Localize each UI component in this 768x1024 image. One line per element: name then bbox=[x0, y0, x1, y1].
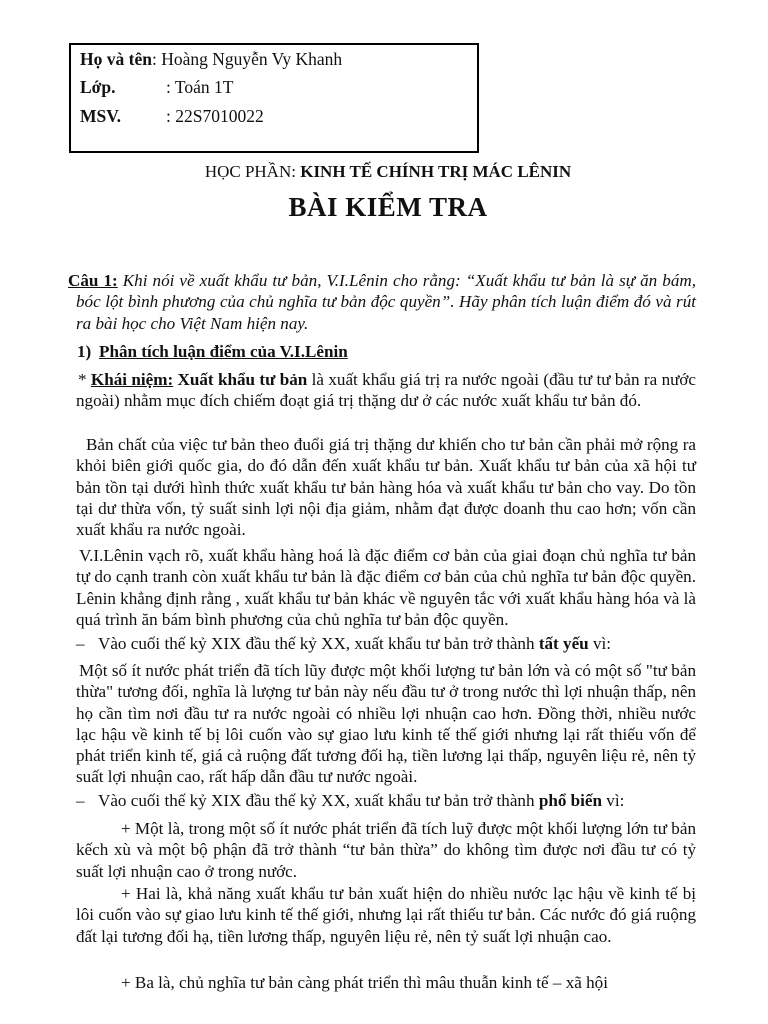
course-name: KINH TẾ CHÍNH TRỊ MÁC LÊNIN bbox=[300, 162, 572, 181]
dash-2-text: Vào cuối thế kỷ XIX đầu thế kỷ XX, xuất khẩu tư bản trở thành bbox=[98, 791, 539, 810]
class-value: : Toán 1T bbox=[166, 77, 234, 97]
concept-text: là xuất khẩu giá trị ra nước ngoài (đầu tư tư bản ra nước ngoài) nhằm mục đích chiếm đoạt giá trị thặng dư ở các nước xuất khẩu tư bản đó. bbox=[76, 370, 697, 411]
class-label: Lớp. bbox=[80, 77, 116, 97]
name-value: : Hoàng Nguyễn Vy Khanh bbox=[151, 49, 343, 69]
name-label: Họ và tên bbox=[80, 49, 152, 69]
section-heading bbox=[77, 342, 348, 362]
paragraph-1: Bản chất của việc tư bản theo đuổi giá trị thặng dư khiến cho tư bản cần phải mở rộng ra khỏi biên giới quốc gia, do đó dẫn đến xuất khẩu tư bản. Xuất khẩu tư bản của xã hội tư bản tồn tại dưới hình thức xuất khẩu tư bản hàng hóa và xuất khẩu tư bản cho vay. Do tồn tại dư thừa vốn, tỷ suất sinh lợi nội địa giảm, nhằm đạt được doanh thu cao hơn; vốn cần xuất khẩu ra nước ngoài. bbox=[76, 435, 696, 540]
paragraph-2: V.I.Lênin vạch rõ, xuất khẩu hàng hoá là đặc điểm cơ bản của giai đoạn chủ nghĩa tư bản tự do cạnh tranh còn xuất khẩu tư bản là đặc điểm cơ bản của chủ nghĩa tư bản độc quyền. Lênin khẳng định rằng , xuất khẩu tư bản khác về nguyên tắc với xuất khẩu hàng hóa và là quá trình ăn bám bình phương của chủ nghĩa tư bản độc quyền. bbox=[76, 546, 696, 629]
question-label: Câu 1: bbox=[68, 271, 118, 290]
dash-line-1 bbox=[76, 633, 696, 654]
dash-2-marker: – bbox=[76, 791, 85, 810]
dash-2-tail: vì: bbox=[602, 791, 625, 810]
concept-label: Khái niệm: bbox=[90, 370, 174, 389]
student-name-row bbox=[80, 49, 342, 70]
paragraph-3: Một số ít nước phát triển đã tích lũy được một khối lượng tư bản lớn và có một số "tư bản thừa" tương đối, nghĩa là lượng tư bản này nếu đầu tư ở trong nước thì lợi nhuận thấp, nên họ cần tìm nơi đầu tư ra nước ngoài có nhiều lợi nhuận cao hơn. Đồng thời, nhiều nước lạc hậu về kinh tế bị lôi cuốn vào sự giao lưu kinh tế thế giới nhưng lại rất thiếu vốn để phát triển kinh tế, giá cả ruộng đất tương đối hạ, tiền lương lại thấp, nguyên liệu rẻ, nên tỷ suất lợi nhuận cao, rất hấp dẫn đầu tư nước ngoài. bbox=[76, 661, 696, 787]
dash-1-text: Vào cuối thế kỷ XIX đầu thế kỷ XX, xuất khẩu tư bản trở thành bbox=[98, 634, 539, 653]
section-number: 1) bbox=[77, 342, 92, 361]
course-line bbox=[0, 162, 768, 182]
dash-1-bold: tất yếu bbox=[538, 634, 589, 653]
concept-term: Xuất khẩu tư bản bbox=[173, 370, 308, 389]
concept-star: * bbox=[78, 370, 91, 389]
student-id-value: : 22S7010022 bbox=[166, 106, 264, 126]
reason-three: + Ba là, chủ nghĩa tư bản càng phát triển thì mâu thuẫn kinh tế – xã hội bbox=[121, 973, 608, 992]
section-heading-text: Phân tích luận điểm của V.I.Lênin bbox=[99, 342, 348, 361]
student-id-label: MSV. bbox=[80, 106, 122, 126]
question-paragraph bbox=[68, 270, 696, 334]
dash-1-marker: – bbox=[76, 634, 85, 653]
dash-2-bold: phổ biến bbox=[538, 791, 602, 810]
student-id-row bbox=[80, 106, 264, 127]
reason-one: + Một là, trong một số ít nước phát triển đã tích luỹ được một khối lượng lớn tư bản kếch xù và một bộ phận đã trở thành “tư bản thừa” do không tìm được nơi đầu tư có tỷ suất lợi nhuận cao ở trong nước. bbox=[76, 819, 696, 881]
course-prefix: HỌC PHẦN: bbox=[204, 162, 301, 181]
dash-line-2 bbox=[76, 790, 696, 811]
student-info-box bbox=[69, 43, 479, 153]
reason-two: + Hai là, khả năng xuất khẩu tư bản xuất hiện do nhiều nước lạc hậu về kinh tế bị lôi cuốn vào sự giao lưu kinh tế thế giới, nhưng lại rất thiếu tư bản. Các nước đó giá ruộng đất lại tương đối hạ, tiền lương thấp, nguyên liệu rẻ, nên tỷ suất lợi nhuận cao. bbox=[76, 884, 696, 946]
question-text: Khi nói về xuất khẩu tư bản, V.I.Lênin cho rằng: “Xuất khẩu tư bản là sự ăn bám, bóc lột bình phương của chủ nghĩa tư bản độc quyền”. Hãy phân tích luận điểm đó và rút ra bài học cho Việt Nam hiện nay. bbox=[76, 271, 696, 333]
student-class-row bbox=[80, 77, 233, 98]
page-title: BÀI KIỂM TRA bbox=[288, 192, 488, 222]
dash-1-tail: vì: bbox=[588, 634, 611, 653]
concept-paragraph bbox=[76, 369, 696, 412]
